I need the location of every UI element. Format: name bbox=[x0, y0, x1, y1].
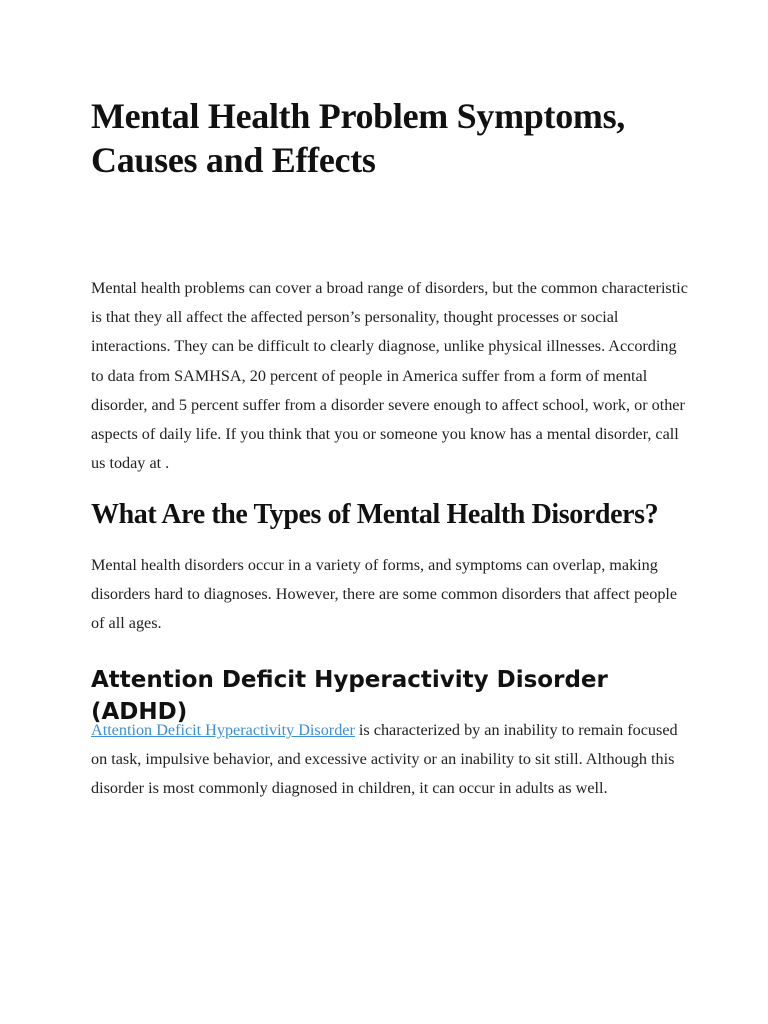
adhd-paragraph bbox=[91, 716, 689, 804]
types-paragraph: Mental health disorders occur in a variety of forms, and symptoms can overlap, making disorders hard to diagnoses. However, there are some common disorders that affect people of all ages. bbox=[91, 556, 678, 633]
page-title: Mental Health Problem Symptoms, Causes and Effects bbox=[91, 96, 625, 180]
intro-paragraph: Mental health problems can cover a broad range of disorders, but the common characteristic is that they all affect the affected person’s personality, thought processes or social interactions. They can be difficult to clearly diagnose, unlike physical illnesses. According to data from SAMHSA, 20 percent of people in America suffer from a form of mental disorder, and 5 percent suffer from a disorder severe enough to affect school, work, or other aspects of daily life. If you think that you or someone you know has a mental disorder, call us today at . bbox=[91, 279, 688, 473]
adhd-heading: Attention Deficit Hyperactivity Disorder (ADHD) bbox=[91, 667, 608, 725]
adhd-paragraph-text: is characterized by an inability to remain focused on task, impulsive behavior, and excessive activity or an inability to sit still. Although this disorder is most commonly diagnosed in children, it can occur in adults as well. bbox=[91, 721, 678, 798]
adhd-link[interactable]: Attention Deficit Hyperactivity Disorder bbox=[91, 721, 355, 739]
types-heading: What Are the Types of Mental Health Disorders? bbox=[91, 499, 659, 530]
